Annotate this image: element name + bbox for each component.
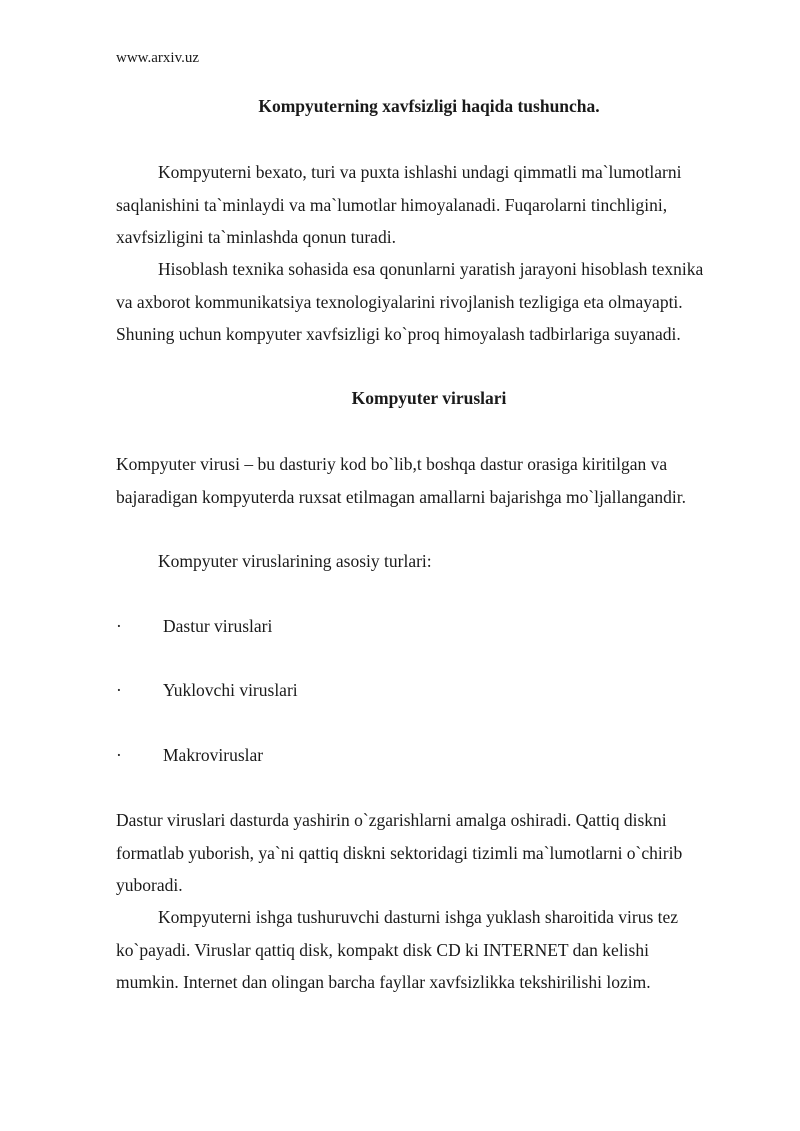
text-line: Kompyuterni bexato, turi va puxta ishlashi undagi qimmatli ma`lumotlarni	[158, 162, 682, 182]
header-url: www.arxiv.uz	[116, 50, 200, 66]
list-item-label: Dastur viruslari	[163, 616, 273, 636]
paragraph-virus-spread	[116, 901, 748, 999]
section-title-viruses: Kompyuter viruslari	[351, 388, 507, 408]
text-line: bajaradigan kompyuterda ruxsat etilmagan amallarni bajarishga mo`ljallangandir.	[116, 486, 687, 507]
text-line: yuboradi.	[116, 875, 183, 895]
paragraph-security-law	[116, 253, 748, 351]
list-item	[116, 614, 272, 638]
text-line: formatlab yuborish, ya`ni qattiq diskni sektoridagi tizimli ma`lumotlarni o`chirib	[116, 842, 683, 863]
text-line: Kompyuterni ishga tushuruvchi dasturni ishga yuklash sharoitida virus tez	[158, 907, 679, 927]
text-line: ko`payadi. Viruslar qattiq disk, kompakt disk CD ki INTERNET dan kelishi	[116, 939, 649, 960]
list-item-label: Makroviruslar	[163, 745, 264, 765]
text-line: Kompyuter virusi – bu dasturiy kod bo`lib,t boshqa dastur orasiga kiritilgan va	[116, 454, 668, 474]
list-item-label: Yuklovchi viruslari	[163, 680, 298, 700]
text-line: va axborot kommunikatsiya texnologiyalarini rivojlanish tezligiga eta olmayapti.	[116, 291, 683, 312]
paragraph-security-intro	[116, 156, 748, 254]
paragraph-virus-definition	[116, 448, 748, 513]
list-item	[116, 743, 263, 767]
paragraph-program-viruses	[116, 804, 748, 902]
section-title-security: Kompyuterning xavfsizligi haqida tushuncha.	[258, 96, 600, 116]
bullet-icon: ·	[116, 616, 122, 636]
text-line: Hisoblash texnika sohasida esa qonunlarni yaratish jarayoni hisoblash texnika	[158, 259, 704, 279]
text-line: Shuning uchun kompyuter xavfsizligi ko`proq himoyalash tadbirlariga suyanadi.	[116, 324, 681, 344]
paragraph-virus-types-intro	[116, 545, 748, 578]
text-line: Kompyuter viruslarining asosiy turlari:	[158, 551, 432, 571]
text-line: xavfsizligini ta`minlashda qonun turadi.	[116, 227, 396, 247]
bullet-icon: ·	[116, 680, 122, 700]
bullet-icon: ·	[116, 745, 122, 765]
list-item	[116, 678, 298, 702]
text-line: saqlanishini ta`minlaydi va ma`lumotlar himoyalanadi. Fuqarolarni tinchligini,	[116, 194, 668, 215]
text-line: mumkin. Internet dan olingan barcha fayllar xavfsizlikka tekshirilishi lozim.	[116, 972, 651, 992]
text-line: Dastur viruslari dasturda yashirin o`zgarishlarni amalga oshiradi. Qattiq diskni	[116, 810, 667, 830]
